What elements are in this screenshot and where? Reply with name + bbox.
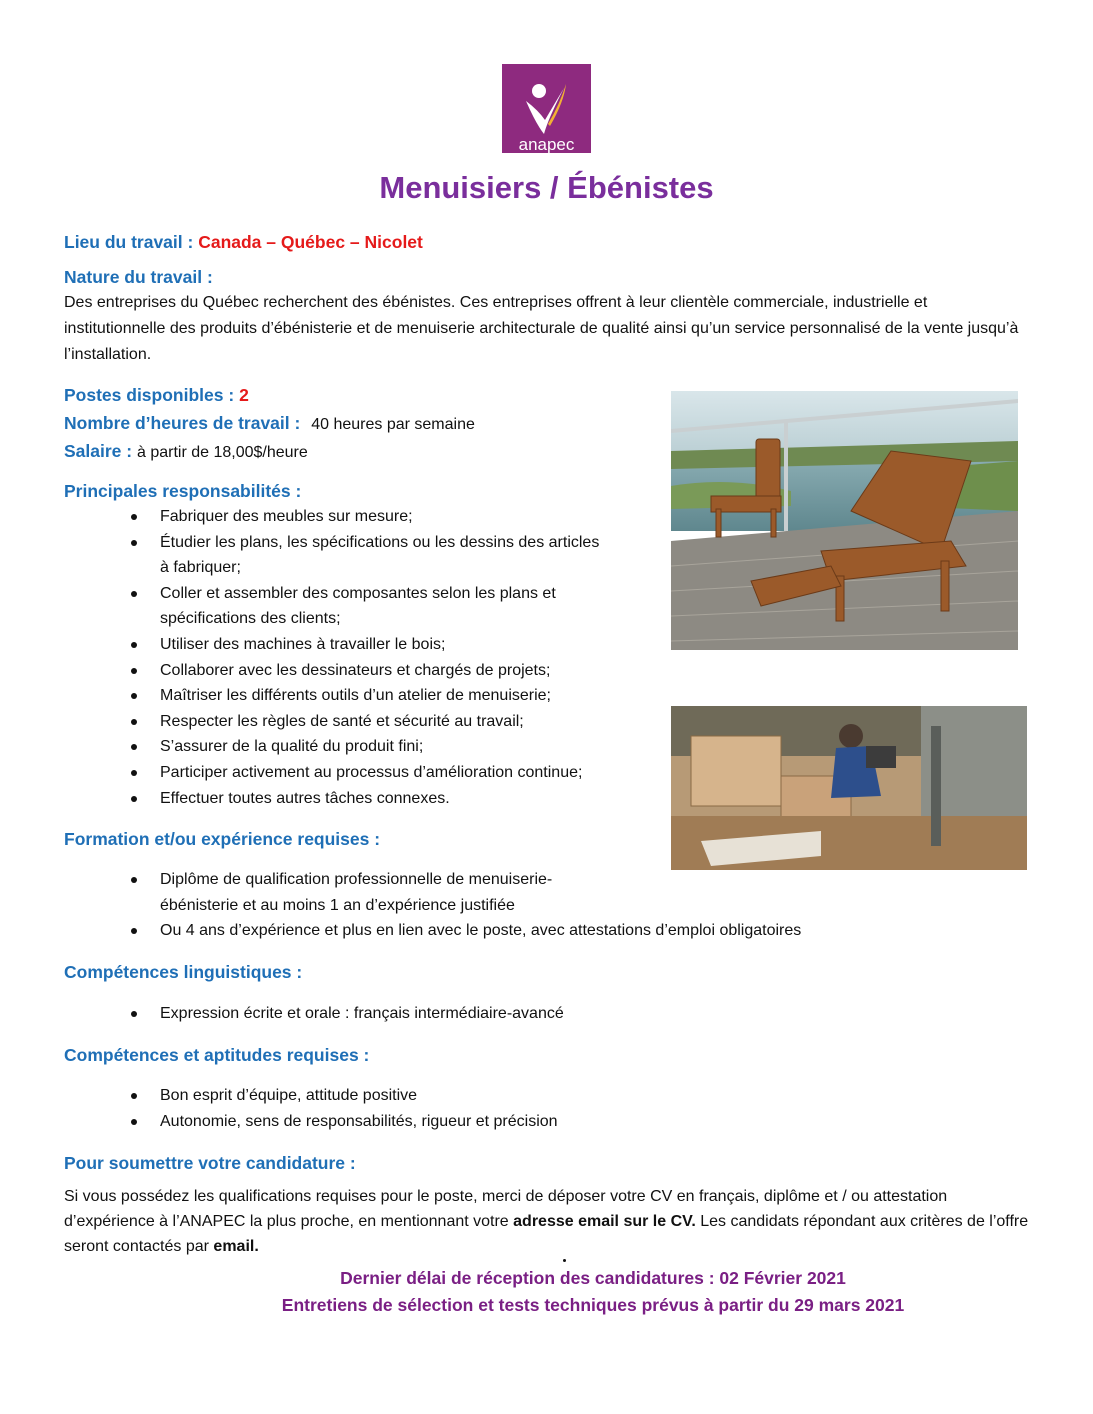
workshop-photo bbox=[671, 706, 1027, 870]
candidature-label: Pour soumettre votre candidature : bbox=[64, 1153, 356, 1173]
list-item: Respecter les règles de santé et sécurité au travail; bbox=[0, 709, 660, 735]
salaire-line bbox=[64, 441, 308, 462]
workshop-image bbox=[671, 706, 1027, 870]
linguistiques-list bbox=[0, 1001, 960, 1027]
candidature-text bbox=[64, 1184, 1029, 1259]
responsabilites-list bbox=[0, 504, 660, 811]
list-item: S’assurer de la qualité du produit fini; bbox=[0, 734, 660, 760]
nature-label: Nature du travail : bbox=[64, 267, 213, 287]
candidature-text-2: Les candidats répondant aux critères de l’offre seront contactés par bbox=[64, 1213, 1029, 1255]
list-item: Coller et assembler des composantes selon les plans et bbox=[0, 581, 660, 607]
candidature-bold-1: adresse email sur le CV. bbox=[513, 1213, 696, 1230]
list-item: Effectuer toutes autres tâches connexes. bbox=[0, 786, 660, 812]
deck-chair-image bbox=[671, 391, 1018, 650]
heures-line bbox=[64, 413, 475, 434]
salaire-value: à partir de 18,00$/heure bbox=[136, 444, 308, 461]
responsabilites-label: Principales responsabilités : bbox=[64, 481, 302, 501]
salaire-label: Salaire : bbox=[64, 441, 133, 461]
deck-chairs-photo bbox=[671, 391, 1018, 650]
formation-label: Formation et/ou expérience requises : bbox=[64, 829, 381, 849]
list-item: ébénisterie et au moins 1 an d’expérience justifiée bbox=[160, 896, 515, 914]
anapec-logo bbox=[502, 64, 591, 153]
page-title: Menuisiers / Ébénistes bbox=[379, 170, 714, 205]
dot-mark bbox=[563, 1259, 566, 1262]
candidature-text-1: Si vous possédez les qualifications requises pour le poste, merci de déposer votre CV en français, diplôme et / ou attestation d’expérience à l’ANAPEC la plus proche, en mentionnant votre bbox=[64, 1188, 948, 1230]
logo-text: anapec bbox=[518, 135, 575, 153]
list-item: Ou 4 ans d’expérience et plus en lien avec le poste, avec attestations d’emploi obligatoires bbox=[0, 918, 960, 944]
list-item: Participer activement au processus d’amélioration continue; bbox=[0, 760, 660, 786]
heures-label: Nombre d’heures de travail : bbox=[64, 413, 301, 433]
lieu-line bbox=[64, 232, 423, 253]
list-item: Maîtriser les différents outils d’un atelier de menuiserie; bbox=[0, 683, 660, 709]
linguistiques-label: Compétences linguistiques : bbox=[64, 962, 303, 982]
aptitudes-label: Compétences et aptitudes requises : bbox=[64, 1045, 370, 1065]
nature-text: Des entreprises du Québec recherchent des ébénistes. Ces entreprises offrent à leur clientèle commerciale, industrielle et institutionnelle des produits d’ébénisterie et de menuiserie architecturale de qualité ainsi qu’un service personnalisé de la vente jusqu’à l’installation. bbox=[64, 294, 1019, 363]
list-item: Fabriquer des meubles sur mesure; bbox=[0, 504, 660, 530]
list-item: spécifications des clients; bbox=[160, 610, 341, 628]
list-item: Collaborer avec les dessinateurs et chargés de projets; bbox=[0, 658, 660, 684]
logo-figure-icon bbox=[502, 64, 591, 153]
interviews-text: Entretiens de sélection et tests techniques prévus à partir du 29 mars 2021 bbox=[281, 1295, 905, 1315]
aptitudes-list bbox=[0, 1083, 960, 1134]
lieu-value: Canada – Québec – Nicolet bbox=[198, 232, 423, 252]
list-item: Utiliser des machines à travailler le bois; bbox=[0, 632, 660, 658]
list-item: Autonomie, sens de responsabilités, rigueur et précision bbox=[0, 1109, 960, 1135]
list-item: à fabriquer; bbox=[160, 559, 241, 577]
candidature-bold-2: email. bbox=[213, 1238, 259, 1255]
list-item: Bon esprit d’équipe, attitude positive bbox=[0, 1083, 960, 1109]
deadline-text: Dernier délai de réception des candidatures : 02 Février 2021 bbox=[340, 1268, 846, 1288]
formation-list bbox=[0, 867, 960, 944]
list-item: Diplôme de qualification professionnelle de menuiserie- bbox=[0, 867, 960, 893]
postes-label: Postes disponibles : bbox=[64, 385, 235, 405]
postes-line bbox=[64, 385, 249, 406]
heures-value: 40 heures par semaine bbox=[311, 416, 475, 433]
list-item: Expression écrite et orale : français intermédiaire-avancé bbox=[0, 1001, 960, 1027]
lieu-label: Lieu du travail : bbox=[64, 232, 194, 252]
postes-value: 2 bbox=[239, 385, 249, 405]
list-item: Étudier les plans, les spécifications ou les dessins des articles bbox=[0, 530, 660, 556]
